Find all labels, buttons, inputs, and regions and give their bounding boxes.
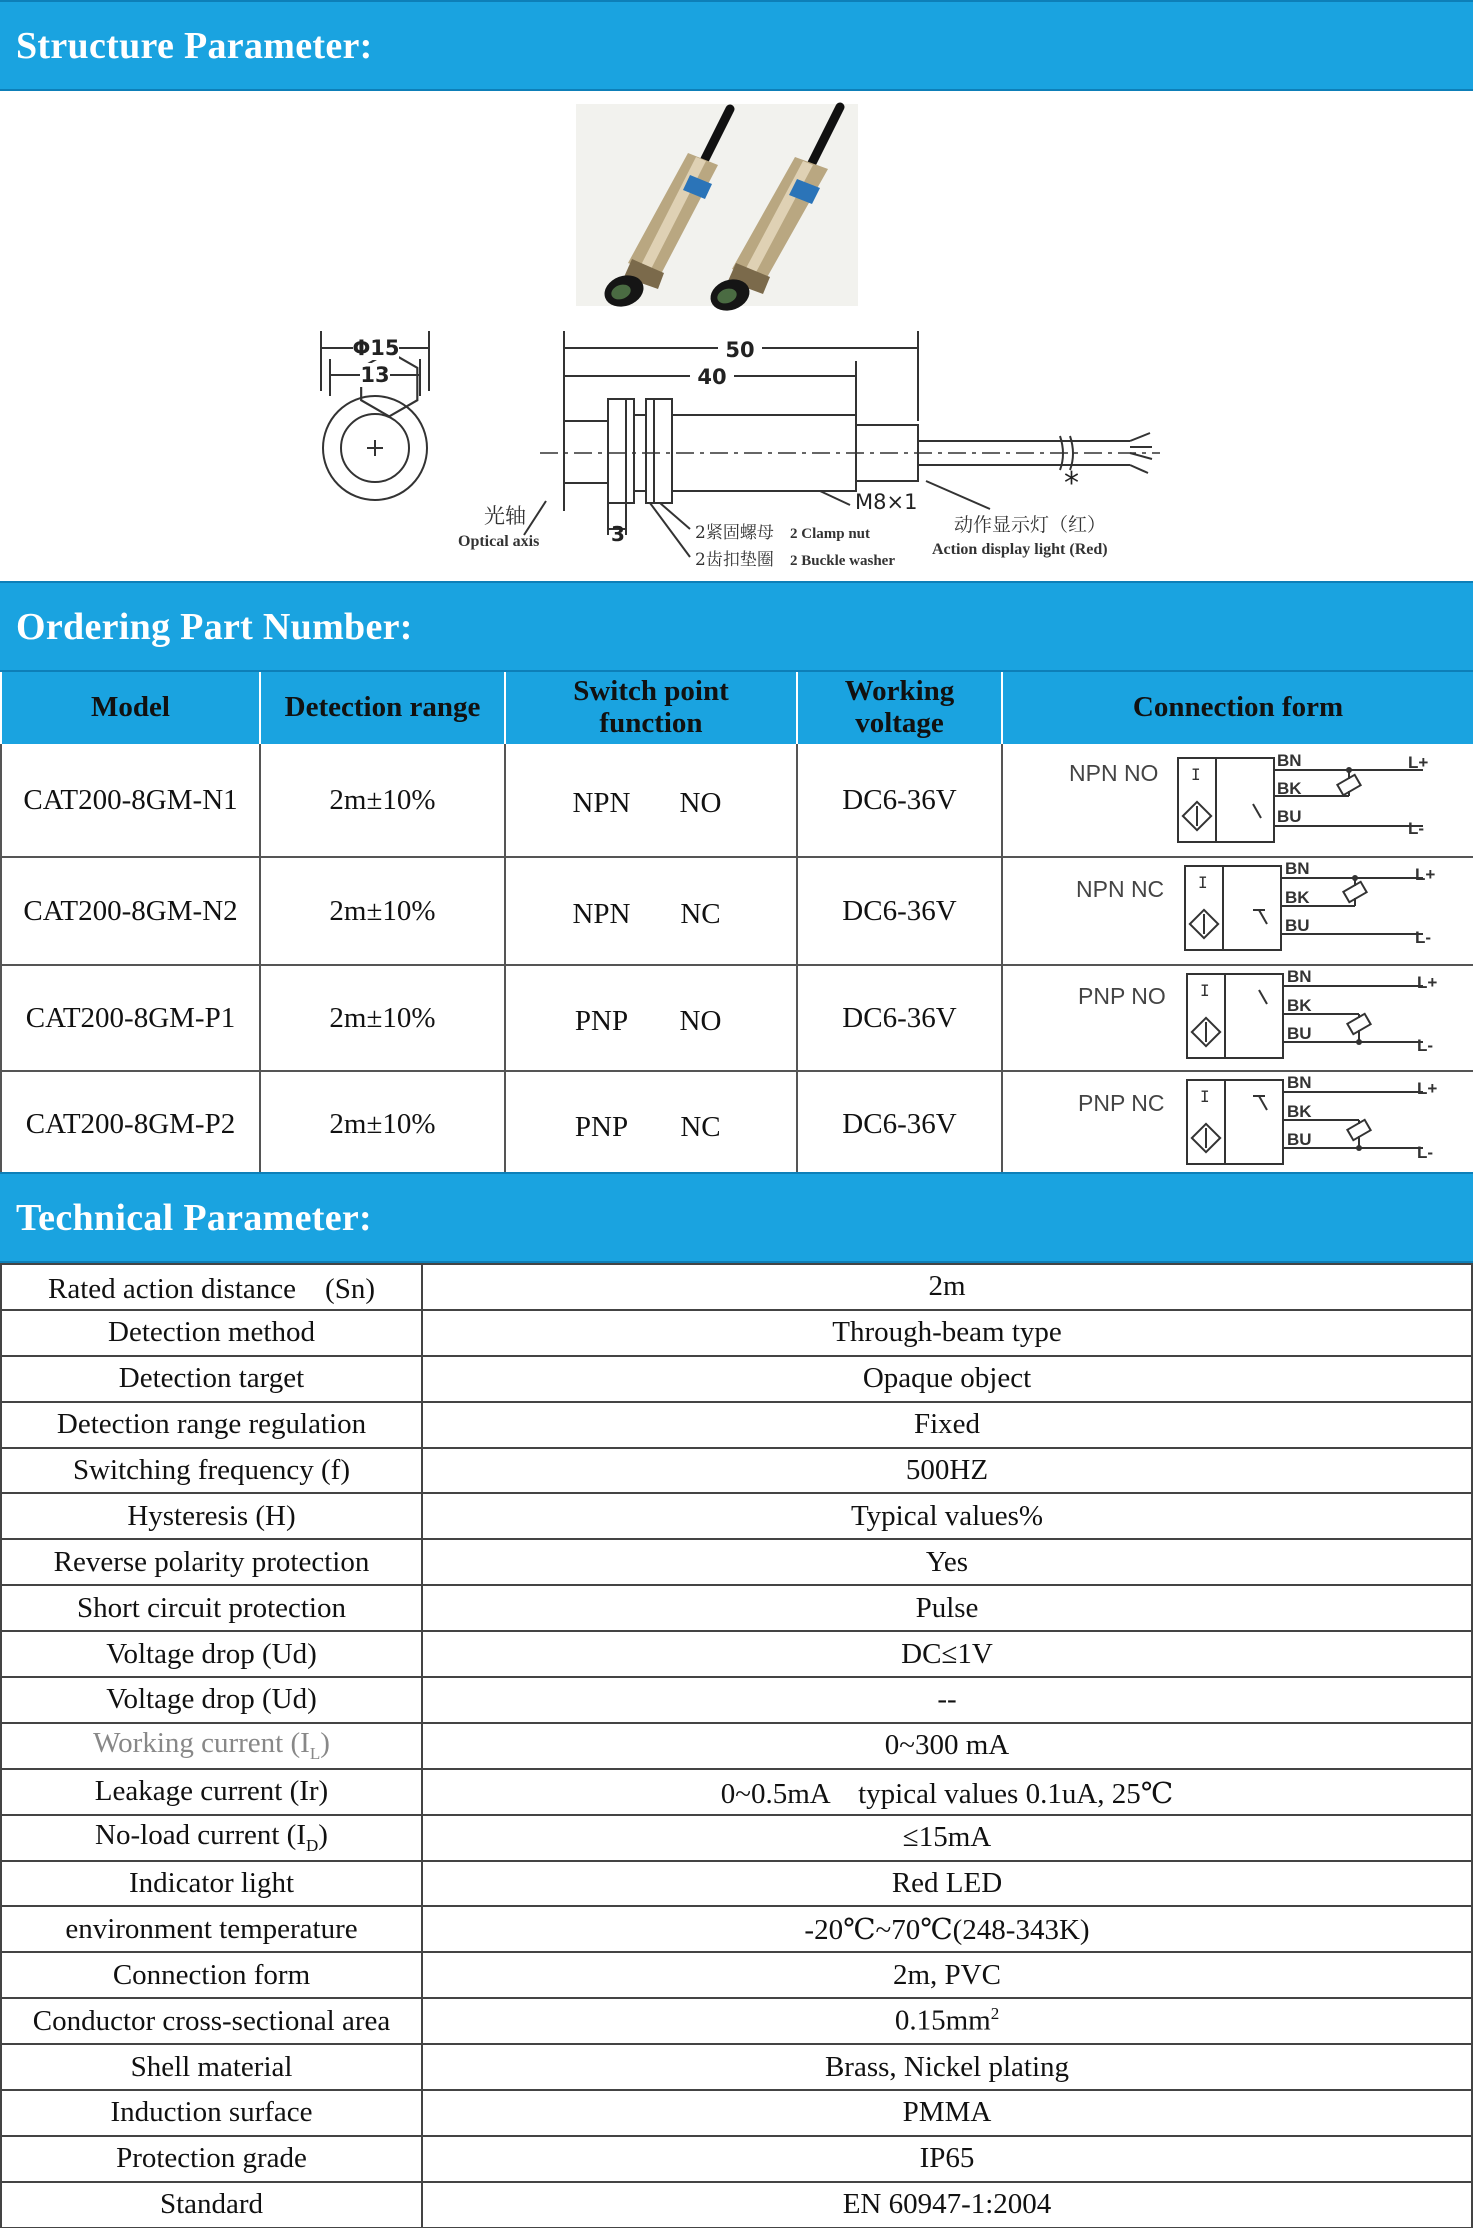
wire-lplus: L+	[1408, 753, 1429, 772]
action-light-cn: 动作显示灯（红）	[954, 514, 1107, 536]
tech-row	[1, 1677, 1472, 1723]
param-value: Fixed	[422, 1402, 1472, 1448]
param-name: environment temperature	[1, 1906, 422, 1952]
voltage-cell: DC6-36V	[797, 1071, 1002, 1178]
col-model: Model	[1, 672, 260, 744]
tech-row	[1, 1861, 1472, 1907]
tech-row	[1, 1906, 1472, 1952]
output-type: PNP	[574, 1004, 629, 1037]
wire-lminus: L-	[1408, 819, 1425, 838]
tech-row	[1, 2090, 1472, 2136]
connection-diagram-cell	[1002, 857, 1473, 965]
wire-bu: BU	[1287, 1024, 1312, 1043]
param-name: Voltage drop (Ud)	[1, 1631, 422, 1677]
param-value: 2m, PVC	[422, 1952, 1472, 1998]
range-cell: 2m±10%	[260, 1071, 505, 1178]
tech-row	[1, 1493, 1472, 1539]
connection-diagram-cell	[1002, 744, 1473, 857]
wire-bk: BK	[1277, 779, 1302, 798]
param-value: Pulse	[422, 1585, 1472, 1631]
tech-row	[1, 1264, 1472, 1310]
param-value-main: 0.15mm	[894, 2005, 991, 2038]
clamp-nut-en: 2 Clamp nut	[790, 526, 871, 542]
structure-drawing-area	[0, 91, 1473, 581]
buckle-washer-en: 2 Buckle washer	[790, 553, 895, 569]
npn-no-diagram	[1003, 744, 1473, 856]
tech-row	[1, 1723, 1472, 1769]
tech-row	[1, 1815, 1472, 1861]
wire-lplus: L+	[1417, 973, 1438, 992]
param-value: Brass, Nickel plating	[422, 2044, 1472, 2090]
param-name: Detection range regulation	[1, 1402, 422, 1448]
technical-title: Technical Parameter:	[16, 1197, 372, 1239]
param-value: 0~300 mA	[422, 1723, 1472, 1769]
wire-bn: BN	[1277, 751, 1302, 770]
technical-table	[0, 1263, 1473, 2228]
param-value: 2m	[422, 1264, 1472, 1310]
asterisk-mark: *	[1064, 466, 1079, 501]
optical-axis-en: Optical axis	[458, 533, 540, 550]
thread-label: M8×1	[855, 490, 918, 514]
param-value: Typical values%	[422, 1493, 1472, 1539]
param-name	[1, 1815, 422, 1861]
tech-row	[1, 1402, 1472, 1448]
tech-row	[1, 1448, 1472, 1494]
output-type: NPN	[572, 897, 631, 930]
structure-title: Structure Parameter:	[16, 25, 373, 67]
ordering-row	[1, 857, 1473, 965]
param-value-superscript: 2	[990, 2004, 1000, 2024]
pnp-no-diagram	[1003, 966, 1473, 1070]
tech-row	[1, 1998, 1472, 2044]
wire-bn: BN	[1287, 967, 1312, 986]
dim-50-label: 50	[725, 338, 755, 362]
dim-phi15-label: Φ15	[352, 336, 400, 360]
output-type: PNP	[574, 1111, 629, 1143]
diagram-label: PNP NC	[1078, 1090, 1165, 1116]
param-name-end: )	[318, 1819, 328, 1852]
diagram-i-label: I	[1200, 981, 1210, 1000]
dim-13-label: 13	[360, 363, 390, 387]
tech-row	[1, 2182, 1472, 2228]
wire-bu: BU	[1277, 807, 1302, 826]
param-value: Yes	[422, 1539, 1472, 1585]
structure-drawing	[0, 91, 1473, 581]
param-name: Rated action distance (Sn)	[1, 1264, 422, 1310]
optical-axis-cn: 光轴	[484, 504, 526, 528]
tech-row	[1, 2136, 1472, 2182]
ordering-title: Ordering Part Number:	[16, 606, 413, 648]
diagram-i-label: I	[1200, 1087, 1210, 1106]
range-cell: 2m±10%	[260, 965, 505, 1071]
ordering-header-row	[1, 672, 1473, 744]
col-detection-range: Detection range	[260, 672, 505, 744]
param-name: Hysteresis (H)	[1, 1493, 422, 1539]
wire-lminus: L-	[1417, 1143, 1434, 1162]
ordering-row	[1, 965, 1473, 1071]
param-name: Conductor cross-sectional area	[1, 1998, 422, 2044]
param-name-end: )	[320, 1727, 330, 1760]
param-value	[422, 1998, 1472, 2044]
range-cell: 2m±10%	[260, 857, 505, 965]
tech-row	[1, 2044, 1472, 2090]
dim-40-label: 40	[697, 365, 727, 389]
structure-header	[0, 0, 1473, 91]
col-voltage-line1: Working	[844, 675, 955, 708]
param-value: --	[422, 1677, 1472, 1723]
wire-lminus: L-	[1417, 1036, 1434, 1055]
pnp-nc-diagram	[1003, 1072, 1473, 1177]
tech-row	[1, 1769, 1472, 1815]
technical-header	[0, 1172, 1473, 1263]
model-cell: CAT200-8GM-P1	[1, 965, 260, 1071]
param-value: ≤15mA	[422, 1815, 1472, 1861]
param-name	[1, 1723, 422, 1769]
wire-bk: BK	[1285, 888, 1310, 907]
voltage-cell: DC6-36V	[797, 965, 1002, 1071]
param-value: EN 60947-1:2004	[422, 2182, 1472, 2228]
param-value: -20℃~70℃(248-343K)	[422, 1906, 1472, 1952]
clamp-nut-cn: 2紧固螺母	[695, 523, 774, 543]
diagram-label: NPN NC	[1076, 876, 1165, 902]
wire-bu: BU	[1287, 1130, 1312, 1149]
param-name: Reverse polarity protection	[1, 1539, 422, 1585]
param-name: Indicator light	[1, 1861, 422, 1907]
wire-bn: BN	[1285, 859, 1310, 878]
param-value: Through-beam type	[422, 1310, 1472, 1356]
param-name-subscript: D	[306, 1836, 319, 1856]
ordering-row	[1, 744, 1473, 857]
switch-cell	[505, 1071, 797, 1178]
diagram-label: PNP NO	[1078, 983, 1166, 1009]
param-name: Induction surface	[1, 2090, 422, 2136]
tech-row	[1, 1539, 1472, 1585]
diagram-i-label: I	[1191, 765, 1201, 784]
param-name: Short circuit protection	[1, 1585, 422, 1631]
tech-row	[1, 1631, 1472, 1677]
param-name: Connection form	[1, 1952, 422, 1998]
wire-bk: BK	[1287, 1102, 1312, 1121]
voltage-cell: DC6-36V	[797, 857, 1002, 965]
col-switch-line2: function	[599, 707, 703, 739]
action-light-en: Action display light (Red)	[932, 541, 1108, 558]
tech-row	[1, 1356, 1472, 1402]
tech-row	[1, 1952, 1472, 1998]
col-voltage-line2: voltage	[855, 707, 944, 739]
connection-diagram-cell	[1002, 1071, 1473, 1178]
contact-type: NO	[679, 786, 722, 819]
param-value: Opaque object	[422, 1356, 1472, 1402]
contact-type: NO	[679, 1004, 722, 1037]
contact-type: NC	[680, 897, 721, 930]
param-name-subscript: L	[309, 1744, 321, 1764]
col-connection-form: Connection form	[1002, 672, 1473, 744]
param-name: Standard	[1, 2182, 422, 2228]
range-cell: 2m±10%	[260, 744, 505, 857]
param-name: Detection method	[1, 1310, 422, 1356]
param-name-main: No-load current (I	[95, 1819, 306, 1852]
model-cell: CAT200-8GM-P2	[1, 1071, 260, 1178]
ordering-table	[0, 672, 1473, 1179]
wire-lminus: L-	[1415, 928, 1432, 947]
ordering-header	[0, 581, 1473, 672]
diagram-i-label: I	[1198, 873, 1208, 892]
param-name: Shell material	[1, 2044, 422, 2090]
param-value: Red LED	[422, 1861, 1472, 1907]
npn-nc-diagram	[1003, 858, 1473, 964]
param-name: Voltage drop (Ud)	[1, 1677, 422, 1723]
wire-bu: BU	[1285, 916, 1310, 935]
model-cell: CAT200-8GM-N1	[1, 744, 260, 857]
model-cell: CAT200-8GM-N2	[1, 857, 260, 965]
switch-cell	[505, 965, 797, 1071]
ordering-row	[1, 1071, 1473, 1178]
param-name-main: Working current (I	[93, 1727, 310, 1760]
param-name: Leakage current (Ir)	[1, 1769, 422, 1815]
param-value: IP65	[422, 2136, 1472, 2182]
wire-bk: BK	[1287, 996, 1312, 1015]
output-type: NPN	[572, 786, 631, 819]
param-value: PMMA	[422, 2090, 1472, 2136]
contact-type: NC	[680, 1111, 721, 1143]
param-name: Switching frequency (f)	[1, 1448, 422, 1494]
param-name: Protection grade	[1, 2136, 422, 2182]
switch-cell	[505, 744, 797, 857]
wire-lplus: L+	[1417, 1079, 1438, 1098]
param-value: DC≤1V	[422, 1631, 1472, 1677]
voltage-cell: DC6-36V	[797, 744, 1002, 857]
param-value: 0~0.5mA typical values 0.1uA, 25℃	[422, 1769, 1472, 1815]
tech-row	[1, 1585, 1472, 1631]
param-value: 500HZ	[422, 1448, 1472, 1494]
param-name: Detection target	[1, 1356, 422, 1402]
dim-3-label: 3	[611, 522, 625, 546]
buckle-washer-cn: 2齿扣垫圈	[695, 550, 774, 570]
connection-diagram-cell	[1002, 965, 1473, 1071]
col-switch-function	[505, 672, 797, 744]
wire-bn: BN	[1287, 1073, 1312, 1092]
diagram-label: NPN NO	[1069, 760, 1159, 786]
col-working-voltage	[797, 672, 1002, 744]
wire-lplus: L+	[1415, 865, 1436, 884]
switch-cell	[505, 857, 797, 965]
tech-row	[1, 1310, 1472, 1356]
col-switch-line1: Switch point	[573, 675, 729, 708]
